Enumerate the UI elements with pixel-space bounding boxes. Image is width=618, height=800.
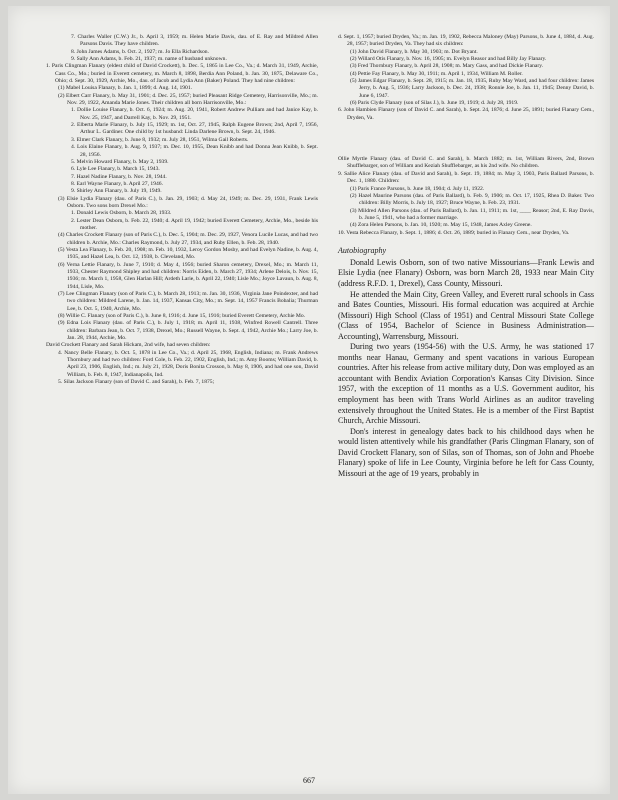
left-column	[46, 34, 318, 387]
genealogy-entry: (6) Paris Clyde Flanary (son of Silas J.), b. June 19, 1919; d. July 28, 1919.	[350, 100, 519, 107]
right-column	[338, 34, 594, 479]
genealogy-entry: (4) Zora Helen Parsons, b. Jan. 10, 1920; m. May 15, 1948, James Axley Greene.	[350, 222, 532, 229]
genealogy-entry: (6) Verna Lettie Flanary, b. June 7, 1910; d. May 4, 1956; buried Sharon cemetery, Drexel, Mo.; m. March 11, 1933, Chester Raymond Shipley and had children: Norris Eiden, b. March 27, 1934; Arlene Delois, b. Nov. 15, 1936; m. March 1, 1958, Glen Harlan Hill; Ardeth Larie, b. April 22, 1940; Lisle Mo.; Joyce Lavaun, b. Aug. 8, 1944, Lisle, Mo.	[58, 261, 318, 290]
genealogy-entry: 7. Hazel Nadine Flanary, b. Nov. 28, 1944.	[71, 173, 167, 180]
genealogy-entry: 10. Vesta Rebecca Flanary, b. Sept. 1, 1886; d. Oct. 26, 1889; buried in Flanary Cem., near Dryden, Va.	[338, 229, 570, 236]
genealogy-entry: 7. Charles Waller (C.W.) Jr., b. April 3, 1959; m. Helen Marie Davis, dau. of E. Ray and Mildred Allen Parsons Davis. They have children.	[71, 34, 318, 48]
autobiography-body	[338, 258, 594, 479]
genealogy-entry: (4) Charles Crockett Flanary (son of Paris C.), b. Dec. 5, 1904; m. Dec. 29, 1927, Venora Lucile Lucas, and had two children b. Archie, Mo.: Charles Raymond, b. July 27, 1934, and Ruby Ellen, b. Feb. 28, 1940.	[58, 232, 318, 246]
genealogy-entry: (5) Vesta Lea Flanary, b. Feb. 20, 1908; m. Feb. 10, 1932, Leroy Gordon Mosby, and had Evelyn Nadine, b. Aug. 4, 1935, and Hazel Lea, b. Oct. 12, 1938, b. Cleveland, Mo.	[58, 246, 318, 261]
autobiography-paragraph: He attended the Main City, Green Valley, and Everett rural schools in Cass and Bates Counties, Missouri. His formal education was acquired at Archie (Missouri) High School (Class of 1951) and Central Missouri State College (Class of 1954, Bachelor of Science in Business Administration—Accounting), Warrensburg, Missouri.	[338, 289, 594, 341]
genealogy-entry: (8) Willie C. Flanary (son of Paris C.), b. June 8, 1916; d. June 15, 1916; buried Everett Cemetery, Archie Mo.	[58, 313, 306, 320]
genealogy-entry: 2. Lester Dean Osborn, b. Feb. 22, 1940; d. April 19, 1942; buried Everett Cemetery, Archie, Mo., beside his mother.	[71, 217, 318, 231]
genealogy-entry: David Crockett Flanary and Sarah Hickam, 2nd wife, had seven children:	[46, 342, 211, 349]
genealogy-entry: (1) John David Flanary, b. May 30, 1903; m. Dot Bryant.	[350, 48, 478, 55]
genealogy-entry: (1) Paris France Parsons, b. June 18, 1904; d. July 11, 1922.	[350, 185, 485, 192]
genealogy-entry: 9. Shirley Ann Flanary, b. July 19, 1949.	[71, 188, 162, 195]
autobiography-heading: Autobiography	[338, 245, 386, 255]
genealogy-entry: 6. John Hambien Flanary (son of David C. and Sarah), b. Sept. 24, 1876; d. June 25, 1891; buried Flanary Cem., Dryden, Va.	[338, 107, 594, 121]
genealogy-entry: (1) Mabel Louisa Flanary, b. Jan. 1, 1899; d. Aug. 14, 1901.	[58, 85, 193, 92]
genealogy-entry: 9. Sally Ann Adams, b. Feb. 21, 1937; m. name of husband unknown.	[71, 56, 227, 63]
genealogy-entry: (3) Elsie Lydia Flanary (dau. of Paris C.), b. Jan. 29, 1903; d. May 24, 1949; m. Dec. 29, 1931, Frank Lewis Osborn. Two sons born Drexel Mo.:	[58, 195, 318, 209]
genealogy-entry: 5. Silas Jackson Flanary (son of David C. and Sarah), b. Feb. 7, 1875;	[58, 379, 215, 386]
genealogy-entry: (3) Fred Thornbury Flanary, b. April 28, 1908; m. Mary Gass, and had Dickie Flanary.	[350, 63, 544, 70]
genealogy-entry: (2) Willard Otis Flanary, b. Nov. 16, 1905; m. Evelyn Reasor and had Billy Jay Flanary.	[350, 56, 547, 63]
genealogy-entry: (4) Pettie Fay Flanary, b. May 30, 1911; m. April 1, 1934, William M. Roller.	[350, 70, 523, 77]
book-page	[8, 6, 610, 794]
autobiography-paragraph: During two years (1954-56) with the U.S. Army, he was stationed 17 months near Hanau, Germany and spent vacations in various European countries. After his release from active military duty, Don was employed as an accountant with Bendix Aviation Corporation's Kansas City Division. Since 1957, with the exception of 11 months as a U.S. Government auditor, his employment has been with Trans World Airlines as an auditor traveling extensively throughout the United States. He is a member of the First Baptist Church, Archie Missouri.	[338, 342, 594, 426]
genealogy-entry: 2. Elberta Marie Flanary, b. July 15, 1929; m. 1st, Oct. 27, 1945, Ralph Eugene Brown; 2nd, April 7, 1956, Arthur L. Gardiner. One child by 1st husband: Linda Darlene Brown, b. Sept. 24, 1946.	[71, 122, 318, 136]
right-genealogy-entries-continued	[338, 156, 594, 237]
genealogy-entry: 4. Nancy Belle Flanary, b. Oct. 5, 1878 in Lee Co., Va.; d. April 25, 1968, English, Indiana; m. Frank Andrews Thornbury and had two children: Ford Cole, b. Feb. 22, 1902, English, Ind.; m. Amy Booms; William David, b. April 23, 1906, English, Ind.; m. July 21, 1928, Doris Bonita Crosson, b. May 8, 1906, and had one son, David William, b. Feb. 8, 1947, Indianapolis, Ind.	[58, 349, 318, 378]
page-number: 667	[303, 776, 315, 785]
genealogy-entry: (7) Lee Clingman Flanary (son of Paris C.), b. March 28, 1913; m. Jan. 30, 1936, Virginia Jane Poindexter, and had two children: Mildred Larene, b. Jan. 14, 1937, Kansas City, Mo.; m. Sept. 14, 1957 Francis Bobalia; Thurman Lee, b. Oct. 5, 1940, Archie, Mo.	[58, 291, 318, 312]
genealogy-entry: 8. John James Adams, b. Oct. 2, 1927; m. Jo Ella Richardson.	[71, 48, 209, 55]
genealogy-entry: d. Sept. 1, 1957; buried Dryden, Va.; m. Jan. 19, 1902, Rebecca Maloney (May) Parsons, b. June 4, 1884, d. Aug. 28, 1957; buried Dryden, Va. They had six children:	[338, 34, 594, 48]
genealogy-entry: (2) Hazel Maurine Parsons (dau. of Paris Ballard), b. Feb. 9, 1906; m. Oct. 17, 1925, Rhea D. Baker. Two children: Billy Morris, b. July 18, 1927; Bruce Wayne, b. Feb. 23, 1931.	[350, 192, 594, 207]
genealogy-entry: (2) Elbert Carr Flanary, b. May 31, 1901; d. Dec. 25, 1957; buried Pleasant Ridge Cemetery, Harrisonville, Mo.; m. Nov. 29, 1922, Amanda Marie Jones. Their children all born Harrisonville, Mo.:	[58, 92, 318, 107]
column-gap	[338, 122, 594, 156]
autobiography-paragraph: Donald Lewis Osborn, son of two native Missourians—Frank Lewis and Elsie Lydia (nee Flanary) Osborn, was born March 28, 1933 near Main City (address R.F.D. 1, Drexel), Cass County, Missouri.	[338, 257, 594, 288]
genealogy-entry: 9. Sallie Alice Flanary (dau. of David and Sarah), b. Sept. 19, 1884; m. May 3, 1903, Paris Ballard Parsons, b. Dec. 1, 1880. Children:	[338, 170, 594, 185]
genealogy-entry: 1. Paris Clingman Flanary (eldest child of David Crockett), b. Dec. 5, 1865 in Lee Co., Va.; d. March 31, 1949, Archie, Cass Co., Mo.; buried in Everett cemetery, m. March 8, 1898, Berdia Ann Poland, b. Jan. 30, 1875, Delaware Co., Ohio; d. Sept. 30, 1929, Archie, Mo., dau. of Jacob and Lydia Ann (Baker) Poland. They had nine children:	[46, 63, 318, 85]
right-genealogy-entries	[338, 34, 594, 122]
genealogy-entry: (9) Edna Lois Flanary (dau. of Paris C.), b. July 1, 1918; m. April 11, 1938, Winfred Rowell Cantrell. Three children: Barbara Jean, b. Oct. 7, 1938, Drexel, Mo.; Russell Wayne, b. Sept. 4, 1942, Archie Mo.; Larry Joe, b. Jan. 28, 1944, Archie, Mo.	[58, 320, 318, 342]
genealogy-entry: 5. Melvin Howard Flanary, b. May 2, 1939.	[71, 158, 169, 165]
genealogy-entry: Ollie Myrtle Flanary (dau. of David C. and Sarah), b. March 1882; m. 1st, William Rivers, 2nd, Brown Shufflebarger, son of William and Keziah Shufflebarger, as his 2nd wife. No children.	[338, 156, 594, 170]
genealogy-entry: 8. Earl Wayne Flanary, b. April 27, 1946.	[71, 180, 163, 187]
autobiography-paragraph: Don's interest in genealogy dates back to his childhood days when he would listen attentively while his grandfather (Paris Clingman Flanary, son of David Crockett Flanary, son of Silas, son of Thomas, son of John and Phoebe Flanary) spoke of life in Lee County, Virginia before he left for Cass County, Missouri at the age of 19 years, probably in	[338, 426, 594, 478]
genealogy-entry: (3) Mildred Allen Parsons (dau. of Paris Ballard), b. Jan. 11, 1911; m. 1st, ____ Reasor; 2nd, E. Ray Davis, b. June 5, 1941, who had a former marriage.	[350, 207, 594, 221]
genealogy-entry: (5) James Edgar Flanary, b. Sept. 28, 1915; m. Jan. 18, 1935, Ruby May Ward, and had four children: James Jerry, b. Aug. 5, 1936; Larry Jackson, b. Dec. 24, 1938; Ronnie Joe, b. Jan. 11, 1945; Denny David, b. June 6, 1947.	[350, 78, 594, 99]
genealogy-entry: 1. Dollie Louise Flanary, b. Oct. 6, 1924; m. Aug. 20, 1941, Robert Andrew Pulliam and had Janice Kay, b. Nov. 25, 1947, and Darrell Kay, b. Nov. 29, 1951.	[71, 107, 318, 121]
genealogy-entry: 4. Lois Elaine Flanary, b. Aug. 9, 1937; m. Dec. 10, 1955, Dean Knibb and had Donna Jean Knibb, b. Sept. 28, 1956.	[71, 144, 318, 158]
genealogy-entry: 1. Donald Lewis Osborn, b. March 28, 1933.	[71, 210, 172, 217]
genealogy-entry: 3. Elmer Clark Flanary, b. June 8, 1932; m. July 28, 1951, Wilma Gail Roberts.	[71, 136, 249, 143]
genealogy-entry: 6. Lyle Lee Flanary, b. March 15, 1943.	[71, 166, 160, 173]
